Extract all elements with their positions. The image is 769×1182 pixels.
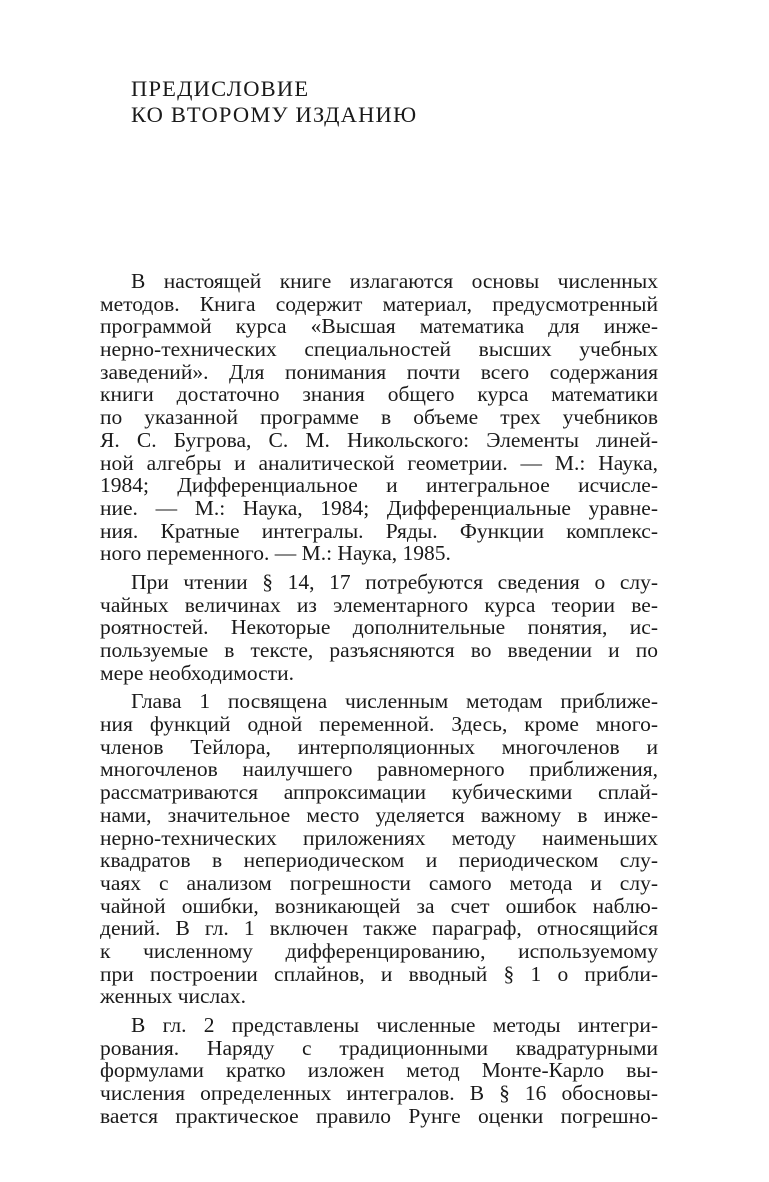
- text-line: книги достаточно знания общего курса математики: [100, 382, 658, 407]
- text-line: чаях с анализом погрешности самого метода и слу-: [100, 870, 658, 895]
- text-line: В гл. 2 представлены численные методы интегри-: [131, 1013, 658, 1037]
- text-line: вается практическое правило Рунге оценки погрешно-: [100, 1103, 658, 1128]
- text-line: ного переменного. — М.: Наука, 1985.: [100, 541, 451, 566]
- text-line: к численному дифференцированию, используемому: [100, 938, 658, 963]
- text-line: мере необходимости.: [100, 660, 294, 685]
- text-line: нами, значительное место уделяется важному в инже-: [100, 802, 658, 827]
- text-line: Глава 1 посвящена численным методам приближе-: [131, 689, 658, 714]
- text-line: ной алгебры и аналитической геометрии. — М.: Наука,: [100, 450, 658, 475]
- text-line: рассматриваются аппроксимации кубическими сплай-: [100, 780, 658, 805]
- text-line: методов. Книга содержит материал, предусмотренный: [100, 291, 658, 316]
- text-line: многочленов наилучшего равномерного приближения,: [100, 757, 658, 782]
- text-line: при построении сплайнов, и вводный § 1 о прибли-: [100, 961, 658, 986]
- text-line: нерно-технических специальностей высших учебных: [100, 337, 658, 362]
- text-line: дений. В гл. 1 включен также параграф, относящийся: [100, 916, 658, 941]
- text-line: по указанной программе в объеме трех учебников: [100, 405, 658, 430]
- text-line: пользуемые в тексте, разъясняются во введении и по: [100, 638, 658, 662]
- text-line: рования. Наряду с традиционными квадратурными: [100, 1035, 658, 1060]
- text-line: членов Тейлора, интерполяционных многочленов и: [100, 734, 658, 759]
- text-line: чайных величинах из элементарного курса теории ве-: [100, 592, 658, 617]
- text-line: квадратов в непериодическом и периодическом слу-: [100, 848, 658, 873]
- text-line: Я. С. Бугрова, С. М. Никольского: Элементы линей-: [100, 427, 658, 452]
- text-line: заведений». Для понимания почти всего содержания: [100, 359, 658, 384]
- text-line: нерно-технических приложениях методу наименьших: [100, 825, 658, 850]
- paragraph: [100, 571, 658, 684]
- paragraph: [100, 1014, 658, 1127]
- paragraph: [100, 690, 658, 1008]
- text-line: При чтении § 14, 17 потребуются сведения о слу-: [131, 569, 658, 594]
- body-text: [100, 270, 658, 1127]
- text-line: ния функций одной переменной. Здесь, кроме много-: [100, 712, 658, 737]
- text-line: роятностей. Некоторые дополнительные понятия, ис-: [100, 615, 658, 640]
- title-line-1: ПРЕДИСЛОВИЕ: [131, 76, 310, 101]
- paragraph: [100, 270, 658, 565]
- text-line: чайной ошибки, возникающей за счет ошибок наблю-: [100, 893, 658, 918]
- text-line: числения определенных интегралов. В § 16 обосновы-: [100, 1081, 658, 1106]
- text-line: 1984; Дифференциальное и интегральное исчисле-: [100, 473, 658, 498]
- text-line: ние. — М.: Наука, 1984; Дифференциальные уравне-: [100, 495, 658, 520]
- text-line: ния. Кратные интегралы. Ряды. Функции комплекс-: [100, 518, 658, 543]
- text-line: женных числах.: [100, 984, 246, 1009]
- title-line-2: КО ВТОРОМУ ИЗДАНИЮ: [131, 102, 418, 127]
- text-line: В настоящей книге излагаются основы численных: [131, 269, 658, 293]
- text-line: формулами кратко изложен метод Монте-Карло вы-: [100, 1058, 658, 1083]
- page-title: [131, 76, 417, 128]
- text-line: программой курса «Высшая математика для инже-: [100, 314, 658, 339]
